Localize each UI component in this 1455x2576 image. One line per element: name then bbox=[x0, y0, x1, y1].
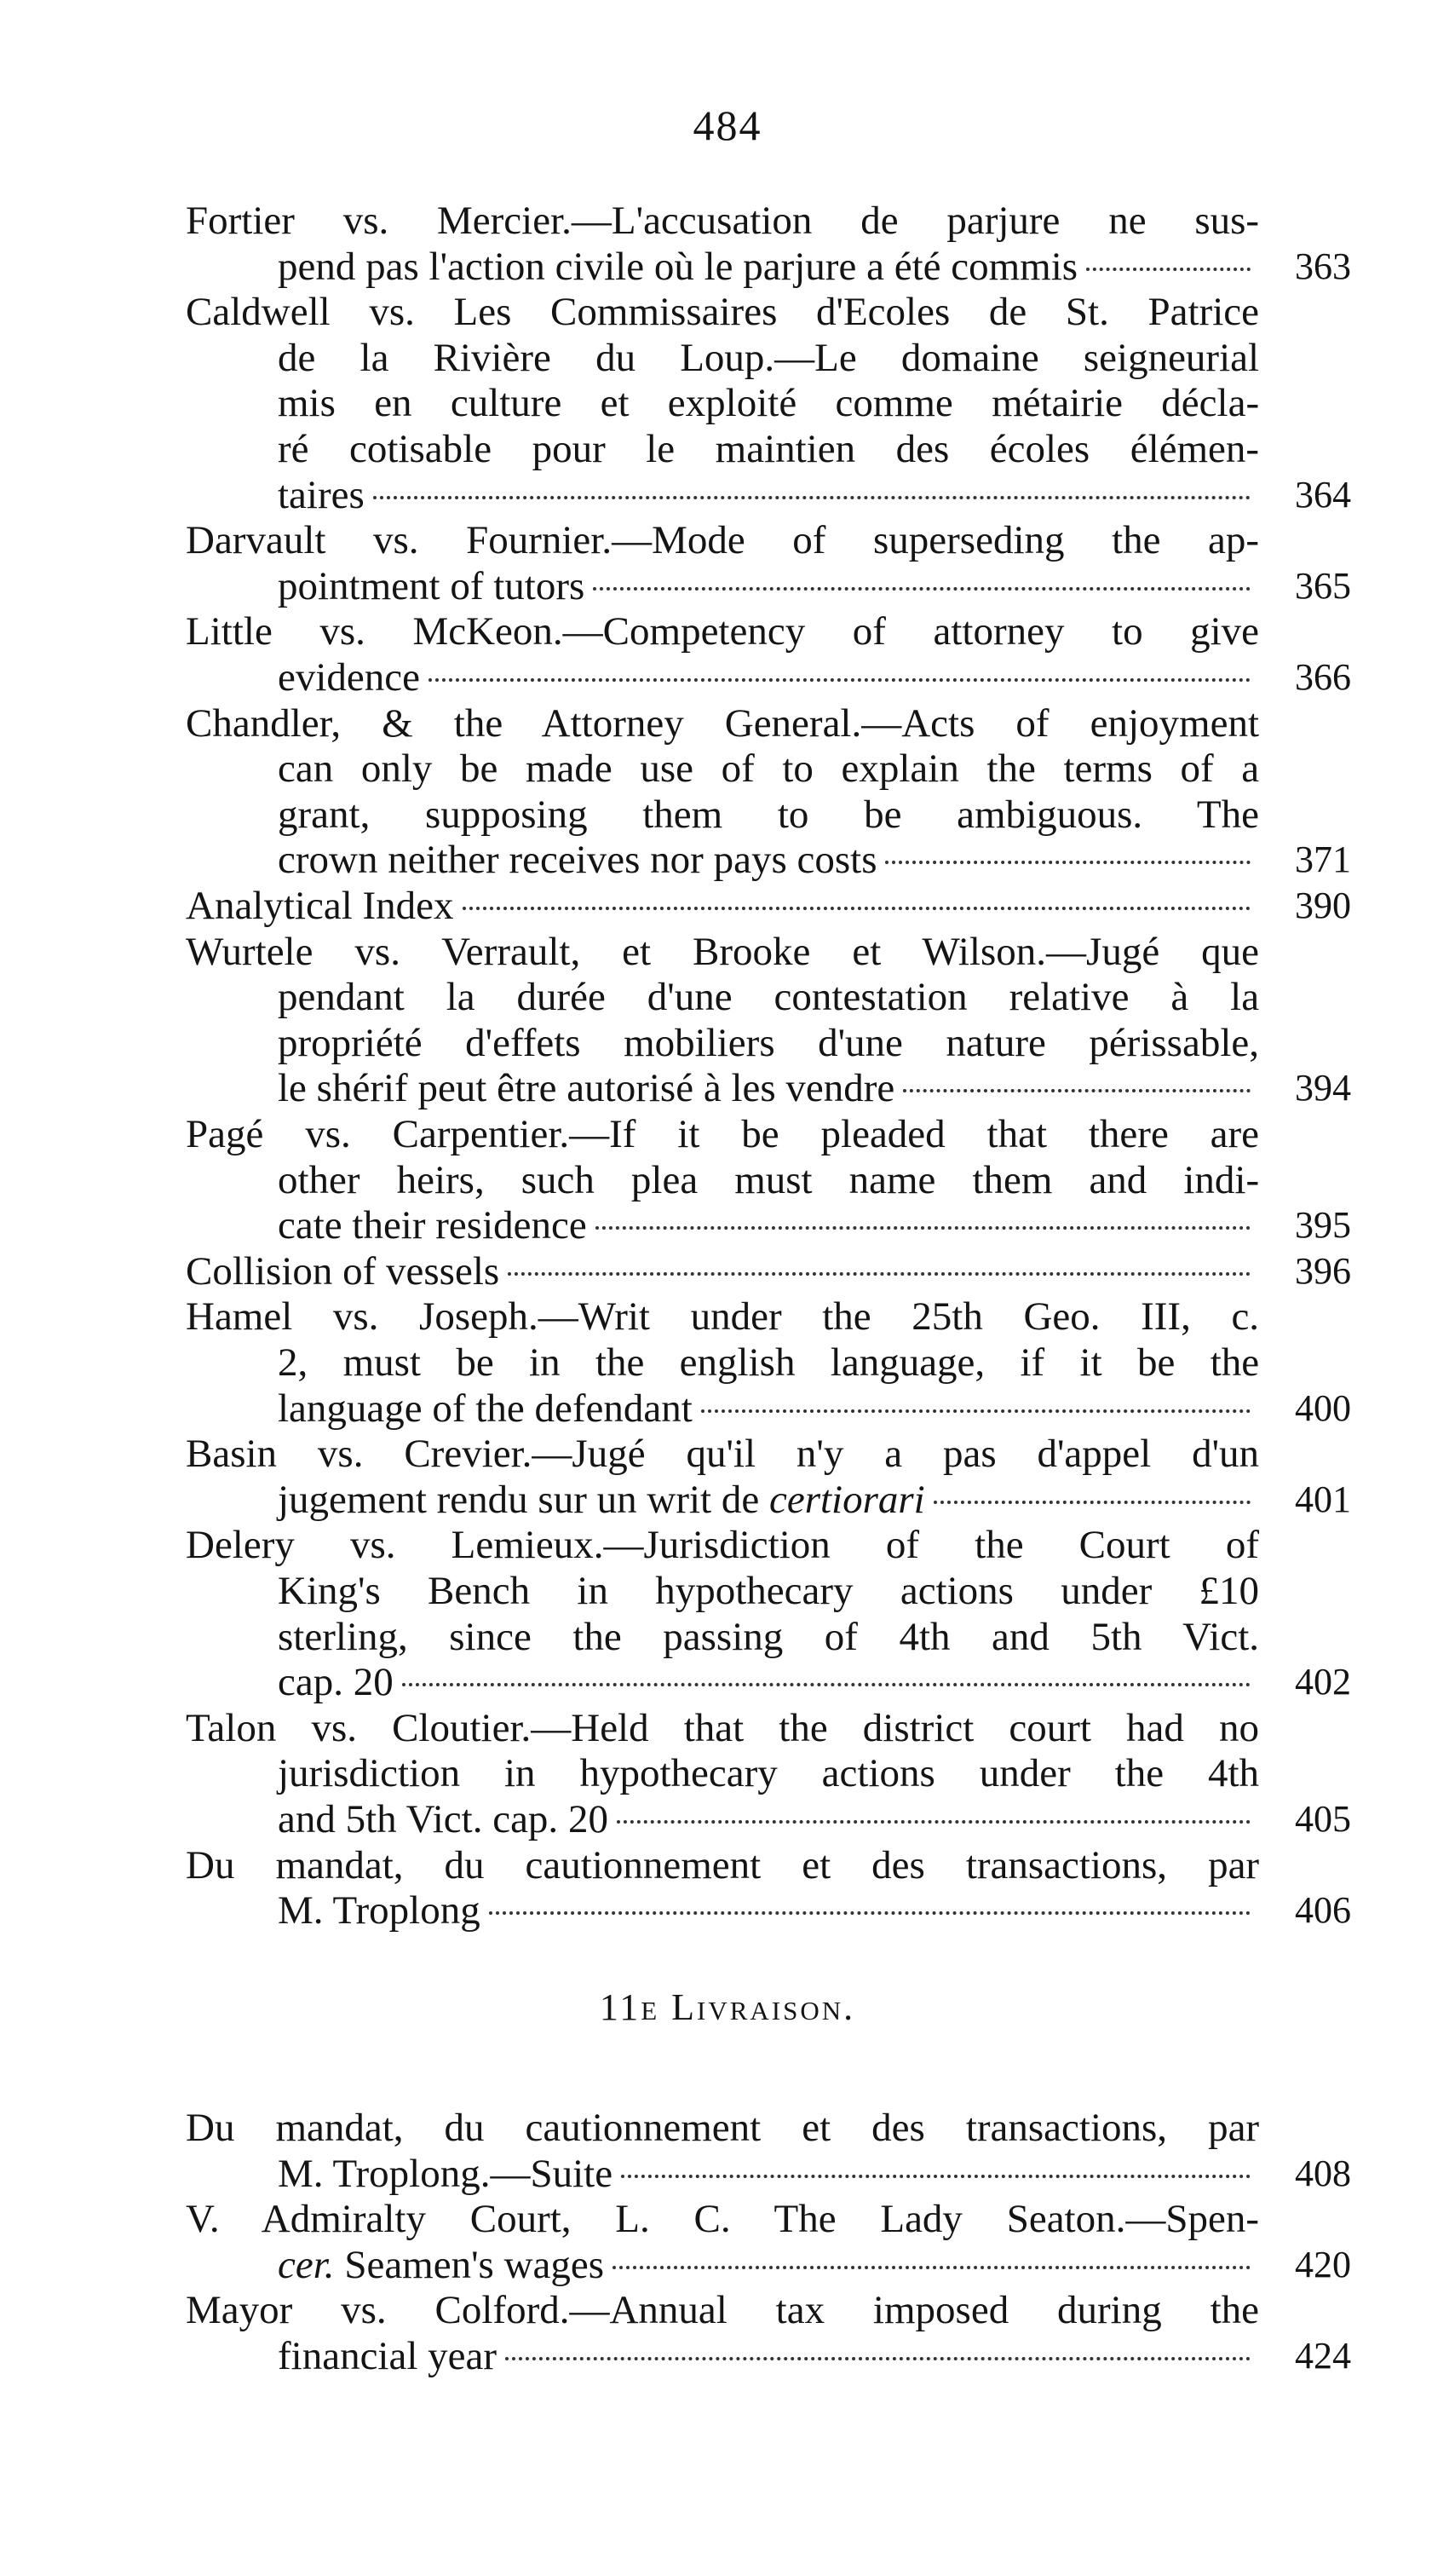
toc-entry-line: evidence bbox=[278, 654, 1259, 700]
dot-leader bbox=[612, 2266, 1251, 2269]
toc-page-number: 363 bbox=[1295, 245, 1351, 287]
toc-entry-line: mis en culture et exploité comme métairie décla- bbox=[278, 381, 1260, 426]
toc-entry-line: other heirs, such plea must name them and indi- bbox=[278, 1157, 1260, 1202]
toc-entry-line: sterling, since the passing of 4th and 5th Vict. bbox=[278, 1614, 1260, 1659]
toc-page-number: 364 bbox=[1295, 473, 1351, 516]
toc-entry-line: Talon vs. Cloutier.—Held that the district court had no bbox=[186, 1705, 1259, 1750]
toc-entry-line: can only be made use of to explain the terms of a bbox=[278, 746, 1260, 792]
toc-entry-line: de la Rivière du Loup.—Le domaine seigneurial bbox=[278, 335, 1260, 380]
toc-entry-line: Little vs. McKeon.—Competency of attorney to give bbox=[186, 609, 1260, 654]
dot-leader bbox=[593, 587, 1251, 591]
dot-leader bbox=[903, 1089, 1251, 1092]
toc-entry-line: Du mandat, du cautionnement et des transactions, par bbox=[186, 2106, 1260, 2150]
toc-page-number: 424 bbox=[1295, 2334, 1351, 2377]
toc-page-number: 390 bbox=[1295, 885, 1351, 926]
toc-entry-line: crown neither receives nor pays costs bbox=[278, 837, 1259, 883]
toc-page-number: 402 bbox=[1295, 1661, 1351, 1703]
dot-leader bbox=[505, 2357, 1251, 2360]
dot-leader bbox=[508, 1272, 1251, 1276]
toc-entry-line: Collision of vessels bbox=[186, 1248, 1259, 1294]
toc-page-number: 400 bbox=[1295, 1386, 1351, 1429]
section-heading-text: 11e Livraison. bbox=[599, 1986, 856, 2028]
toc-page-number: 371 bbox=[1295, 838, 1351, 881]
toc-entry-line: Basin vs. Crevier.—Jugé qu'il n'y a pas d'appel d'un bbox=[186, 1432, 1260, 1477]
toc-entry-line: cap. 20 bbox=[278, 1659, 1259, 1705]
toc-entry-line: grant, supposing them to be ambiguous. The bbox=[278, 792, 1259, 837]
toc-entry-line: King's Bench in hypothecary actions under £10 bbox=[278, 1568, 1260, 1613]
toc-entry-line: V. Admiralty Court, L. C. The Lady Seaton.—Spen- bbox=[186, 2197, 1260, 2242]
toc-entry-line: 2, must be in the english language, if it be the bbox=[278, 1340, 1260, 1385]
toc-entry-line: Hamel vs. Joseph.—Writ under the 25th Geo. III, c. bbox=[186, 1294, 1260, 1340]
dot-leader bbox=[617, 1820, 1251, 1824]
dot-leader bbox=[1086, 268, 1251, 271]
toc-entry-line: Analytical Index bbox=[186, 883, 1259, 929]
toc-page-number: 395 bbox=[1295, 1204, 1351, 1247]
toc-entry-line: pendant la durée d'une contestation relative à la bbox=[278, 975, 1260, 1020]
toc-page-number: 366 bbox=[1295, 655, 1351, 698]
toc-entry-line: and 5th Vict. cap. 20 bbox=[278, 1796, 1259, 1842]
toc-page-number: 406 bbox=[1295, 1889, 1351, 1932]
toc-page-number: 365 bbox=[1295, 564, 1351, 607]
dot-leader bbox=[373, 496, 1251, 499]
toc-entry-line: pointment of tutors bbox=[278, 563, 1259, 609]
toc-entry-line: propriété d'effets mobiliers d'une nature périssable, bbox=[278, 1020, 1259, 1065]
toc-entry-line: Delery vs. Lemieux.—Jurisdiction of the Court of bbox=[186, 1523, 1259, 1568]
toc-entry-line: Fortier vs. Mercier.—L'accusation de parjure ne sus- bbox=[186, 199, 1260, 243]
toc-entry-line: M. Troplong.—Suite bbox=[278, 2151, 1259, 2197]
toc-entry-line: Chandler, & the Attorney General.—Acts of enjoyment bbox=[186, 700, 1260, 746]
toc-entry-line: jurisdiction in hypothecary actions under the 4th bbox=[278, 1751, 1260, 1796]
toc-entry-line: cate their residence bbox=[278, 1202, 1259, 1248]
dot-leader bbox=[402, 1683, 1251, 1686]
dot-leader bbox=[428, 678, 1251, 682]
toc-page-number: 396 bbox=[1295, 1249, 1351, 1292]
toc-page-number: 394 bbox=[1295, 1067, 1351, 1109]
toc-entry-line: language of the defendant bbox=[278, 1386, 1259, 1432]
toc-entry-line: ré cotisable pour le maintien des écoles élémen- bbox=[278, 426, 1260, 471]
dot-leader bbox=[463, 907, 1251, 910]
toc-page-number: 408 bbox=[1295, 2152, 1351, 2194]
toc-entry-line: cer. Seamen's wages bbox=[278, 2242, 1259, 2288]
toc-entry-line: financial year bbox=[278, 2333, 1259, 2379]
toc-page-number: 401 bbox=[1295, 1478, 1351, 1520]
toc-entry-line: Wurtele vs. Verrault, et Brooke et Wilson.—Jugé que bbox=[186, 929, 1260, 974]
toc-entry-line: Du mandat, du cautionnement et des transactions, par bbox=[186, 1842, 1260, 1887]
dot-leader bbox=[489, 1911, 1251, 1915]
dot-leader bbox=[934, 1501, 1251, 1504]
toc-entry-line: Pagé vs. Carpentier.—If it be pleaded that there are bbox=[186, 1112, 1260, 1156]
toc-entry-line: taires bbox=[278, 472, 1259, 518]
dot-leader bbox=[621, 2175, 1251, 2178]
toc-page-number: 405 bbox=[1295, 1797, 1351, 1840]
dot-leader bbox=[595, 1226, 1251, 1230]
page-number: 484 bbox=[693, 101, 762, 149]
toc-entry-line: Caldwell vs. Les Commissaires d'Ecoles de St. Patrice bbox=[186, 290, 1259, 335]
dot-leader bbox=[701, 1409, 1251, 1413]
dot-leader bbox=[885, 861, 1251, 864]
toc-page-number: 420 bbox=[1295, 2243, 1351, 2285]
toc-entry-line: M. Troplong bbox=[278, 1887, 1259, 1933]
toc-entry-line: Mayor vs. Colford.—Annual tax imposed during the bbox=[186, 2288, 1259, 2333]
toc-entry-line: Darvault vs. Fournier.—Mode of superseding the ap- bbox=[186, 518, 1260, 563]
toc-entry-line: le shérif peut être autorisé à les vendre bbox=[278, 1065, 1259, 1111]
toc-entry-line: pend pas l'action civile où le parjure a été commis bbox=[278, 244, 1259, 290]
toc-entry-line: jugement rendu sur un writ de certiorari bbox=[278, 1477, 1259, 1523]
section-heading bbox=[0, 1985, 1455, 2029]
